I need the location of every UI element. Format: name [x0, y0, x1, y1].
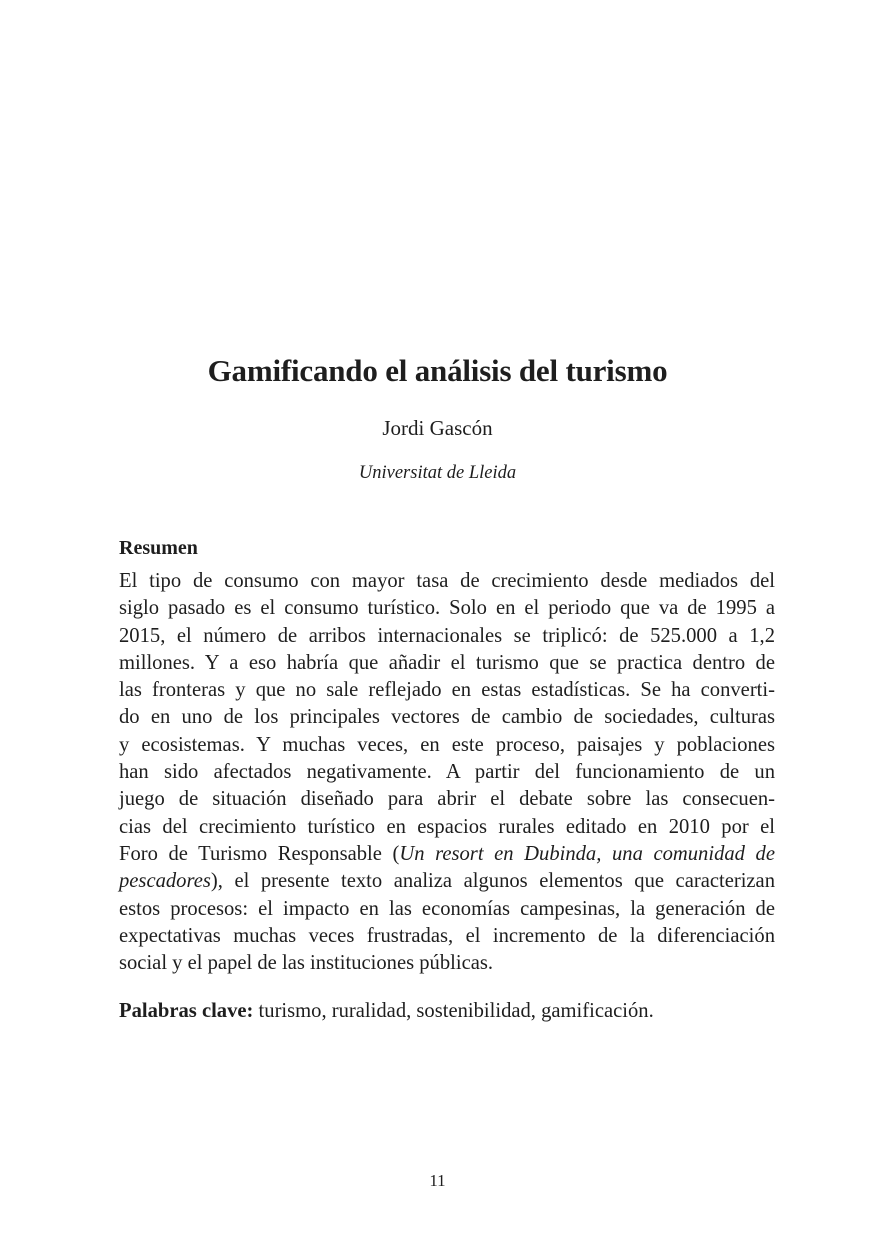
keywords-list: turismo, ruralidad, sostenibilidad, gamificación.	[253, 1000, 654, 1022]
paper-title: Gamificando el análisis del turismo	[207, 353, 668, 388]
author-affiliation: Universitat de Lleida	[358, 463, 517, 483]
abstract-line: juego de situación diseñado para abrir el debate sobre las consecuen-	[119, 788, 775, 811]
abstract-line: han sido afectados negativamente. A partir del funcionamiento de un	[119, 761, 775, 784]
abstract-line	[119, 841, 775, 868]
abstract-line: El tipo de consumo con mayor tasa de crecimiento desde mediados del	[119, 570, 775, 592]
keywords-label: Palabras clave:	[119, 1000, 254, 1022]
abstract-heading: Resumen	[119, 537, 198, 559]
abstract-line: estos procesos: el impacto en las economías campesinas, la generación de	[119, 897, 775, 920]
abstract-line: expectativas muchas veces frustradas, el incremento de la diferenciación	[119, 924, 775, 947]
keywords	[119, 1000, 654, 1023]
abstract-line: y ecosistemas. Y muchas veces, en este proceso, paisajes y poblaciones	[119, 733, 775, 756]
abstract-line	[119, 868, 775, 895]
abstract-line: millones. Y a eso habría que añadir el turismo que se practica dentro de	[119, 651, 775, 674]
abstract-text: Foro de Turismo Responsable (	[119, 842, 400, 865]
abstract-line: do en uno de los principales vectores de cambio de sociedades, culturas	[119, 706, 775, 729]
abstract-line: social y el papel de las instituciones públicas.	[119, 952, 494, 975]
abstract-text: ), el presente texto analiza algunos elementos que caracterizan	[210, 870, 775, 893]
abstract-line: 2015, el número de arribos internacionales se triplicó: de 525.000 a 1,2	[119, 624, 775, 647]
abstract-line: las fronteras y que no sale reflejado en estas estadísticas. Se ha converti-	[119, 679, 775, 702]
abstract-line: siglo pasado es el consumo turístico. Solo en el periodo que va de 1995 a	[119, 597, 775, 620]
cited-game-title-end: pescadores	[119, 870, 211, 893]
author-name: Jordi Gascón	[382, 416, 493, 440]
cited-game-title: Un resort en Dubinda, una comunidad de	[399, 842, 775, 865]
abstract-body	[119, 568, 775, 977]
page-number: 11	[429, 1171, 446, 1190]
abstract-line: cias del crecimiento turístico en espacios rurales editado en 2010 por el	[119, 815, 775, 838]
